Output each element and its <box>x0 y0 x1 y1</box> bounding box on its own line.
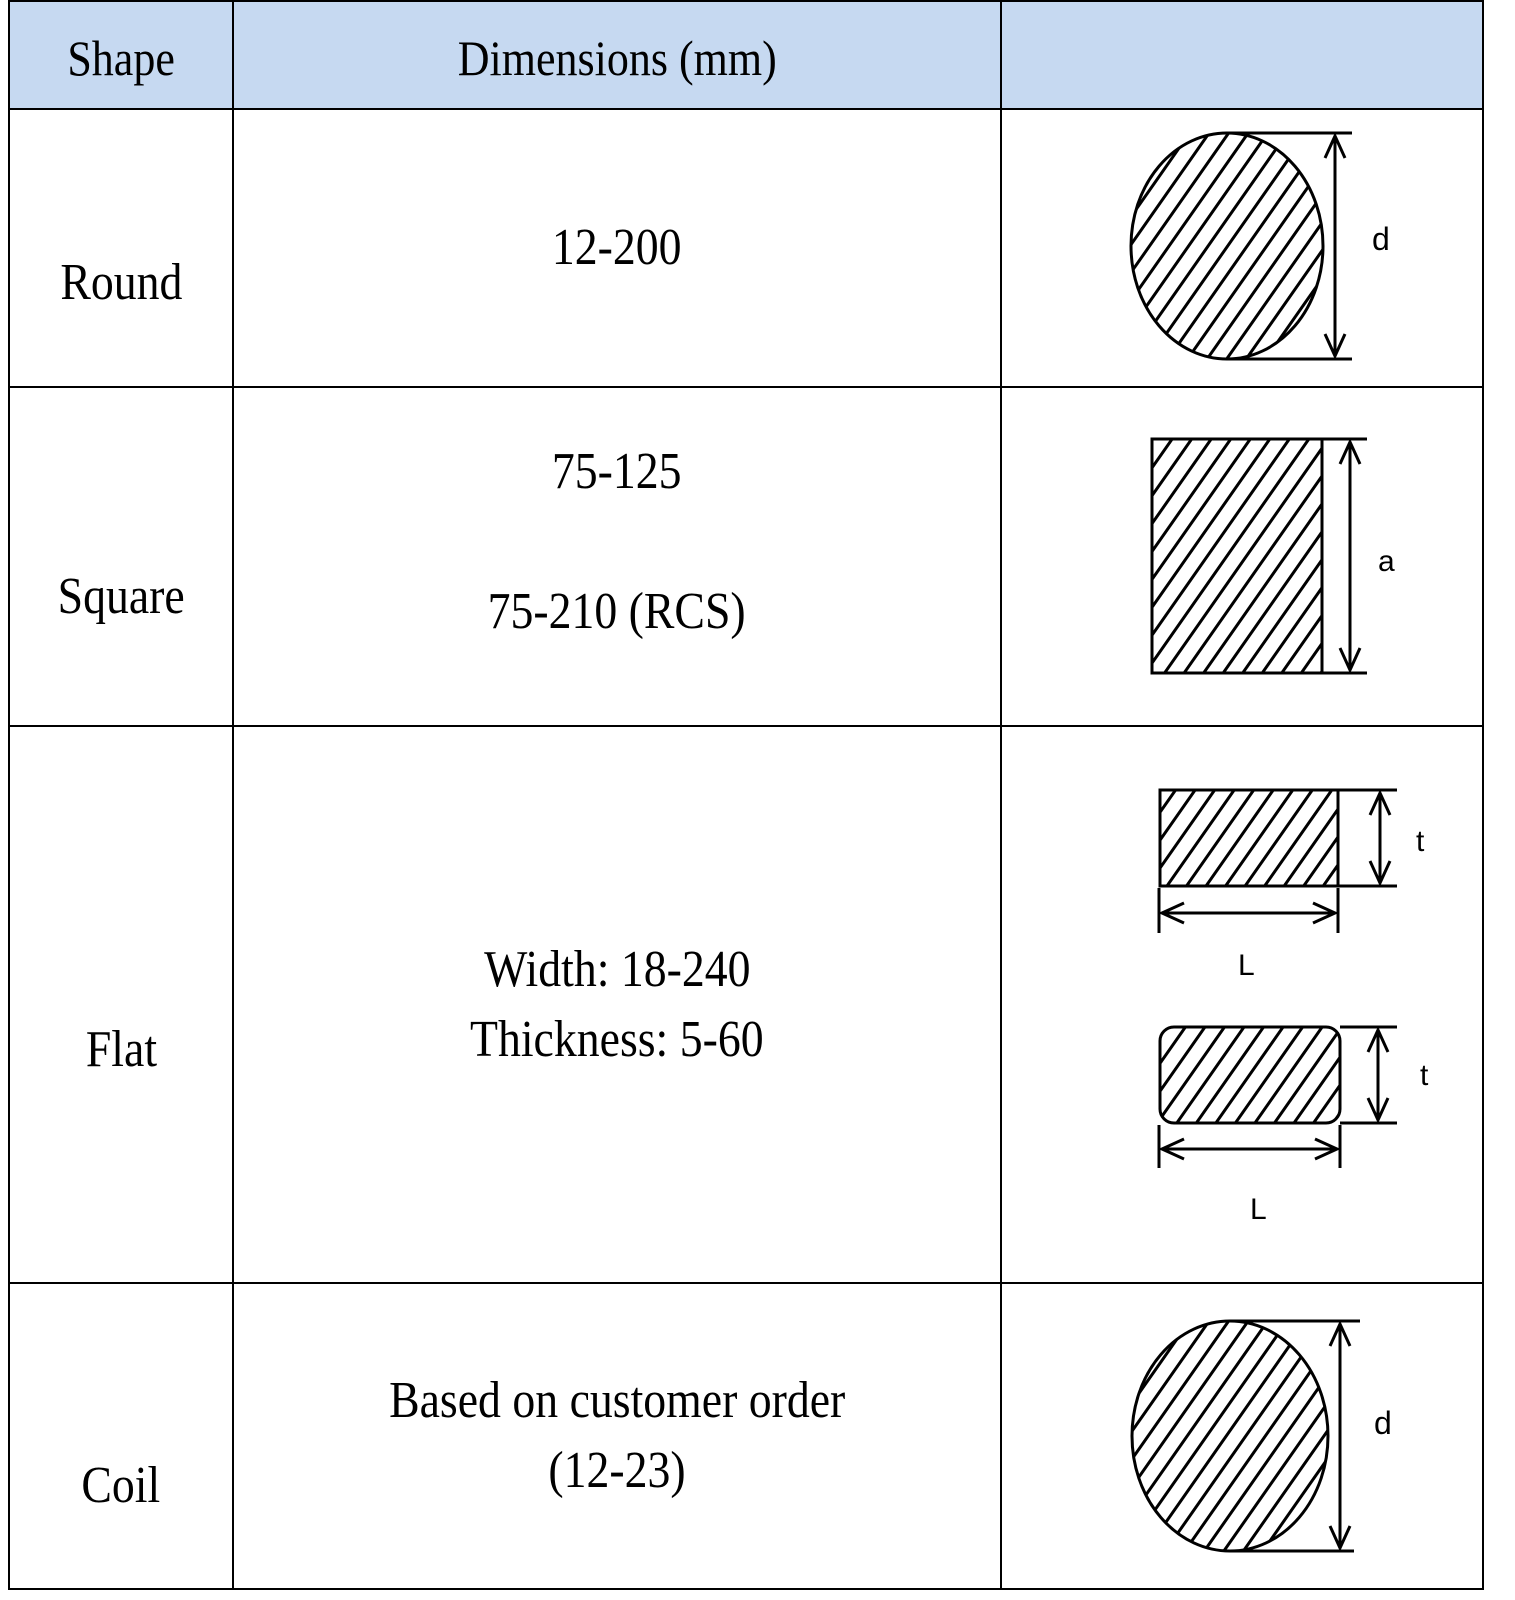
dimensions-value: Width: 18-240 Thickness: 5-60 <box>233 726 1001 1282</box>
table-row <box>9 726 1483 1282</box>
shape-name: Flat <box>9 726 233 1282</box>
header-row <box>9 1 1483 109</box>
shapes-dimensions-table <box>8 0 1484 1590</box>
l-label: L <box>1238 948 1255 982</box>
shape-name: Coil <box>9 1283 233 1589</box>
flat-diagram <box>1001 726 1483 1282</box>
table-row <box>9 387 1483 727</box>
coil-diagram <box>1001 1283 1483 1589</box>
flat-bar-icon <box>1042 755 1442 1255</box>
d-label: d <box>1372 220 1390 257</box>
header-figure <box>1001 1 1483 109</box>
dimensions-value: 75-125 75-210 (RCS) <box>233 387 1001 727</box>
table-row <box>9 109 1483 387</box>
t-label: t <box>1420 1058 1429 1092</box>
header-dimensions: Dimensions (mm) <box>233 1 1001 109</box>
table-row <box>9 1283 1483 1589</box>
a-label: a <box>1378 544 1395 578</box>
l-label: L <box>1250 1192 1267 1226</box>
coil-icon <box>1042 1306 1442 1566</box>
shape-name: Round <box>9 109 233 387</box>
d-label: d <box>1374 1404 1392 1441</box>
dimensions-value: 12-200 <box>233 109 1001 387</box>
dimensions-value: Based on customer order (12-23) <box>233 1283 1001 1589</box>
square-diagram <box>1001 387 1483 727</box>
round-bar-icon <box>1042 118 1442 378</box>
t-label: t <box>1416 824 1425 858</box>
header-shape: Shape <box>9 1 233 109</box>
shape-name: Square <box>9 387 233 727</box>
square-bar-icon <box>1042 427 1442 687</box>
round-diagram <box>1001 109 1483 387</box>
